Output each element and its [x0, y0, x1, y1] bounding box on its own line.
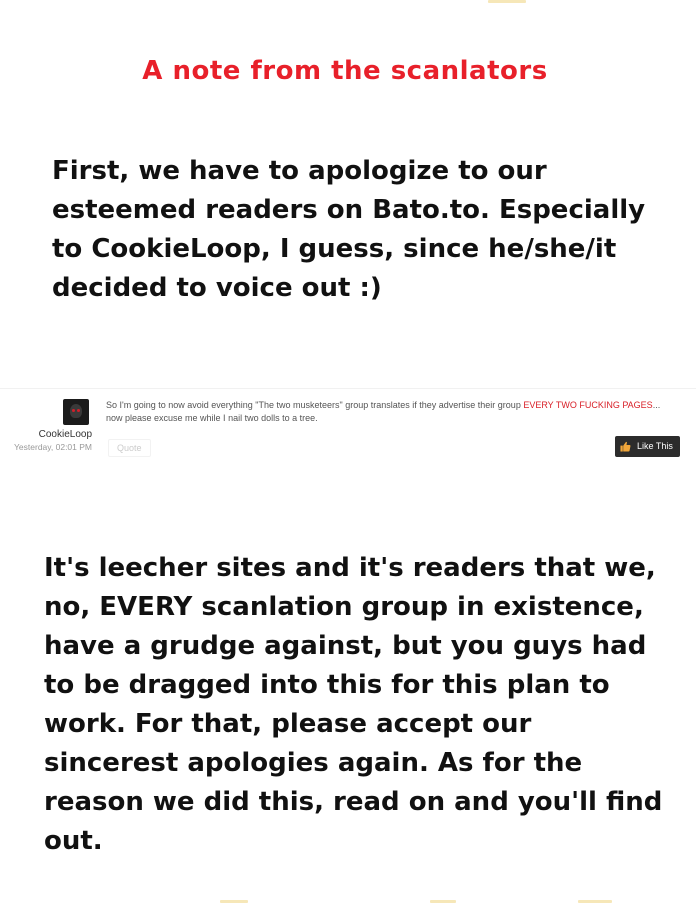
page-mark — [430, 900, 456, 903]
thumbs-up-icon — [620, 441, 631, 452]
avatar-eye-right — [77, 409, 80, 412]
forum-comment — [0, 388, 696, 467]
comment-timestamp: Yesterday, 02:01 PM — [14, 442, 92, 452]
comment-body — [106, 399, 666, 425]
leecher-paragraph: It's leecher sites and it's readers that we, no, EVERY scanlation group in existence, have a grudge against, but you guys had to be dragged into this for this plan to work. For that, please accept our sincerest apologies again. As for the reason we did this, read on and you'll find out. — [44, 553, 663, 856]
like-this-button[interactable] — [615, 436, 680, 457]
apology-paragraph: First, we have to apologize to our esteemed readers on Bato.to. Especially to CookieLoop, I guess, since he/she/it decided to voice out :) — [52, 156, 646, 303]
page-mark — [488, 0, 526, 3]
page-mark — [578, 900, 612, 903]
quote-button[interactable]: Quote — [108, 439, 151, 457]
dark-creature-avatar-icon[interactable] — [63, 399, 89, 425]
avatar-eye-left — [72, 409, 75, 412]
top-page-marks — [0, 0, 700, 6]
note-title: A note from the scanlators — [142, 56, 548, 86]
comment-text-part2: ... now please excuse me while I nail two dolls to a tree. — [106, 400, 661, 423]
comment-text-highlight: EVERY TWO FUCKING PAGES — [523, 400, 653, 410]
like-button-label: Like This — [637, 441, 673, 451]
comment-text-part1: So I'm going to now avoid everything "The two musketeers" group translates if they advertise their group — [106, 400, 524, 410]
comment-username[interactable]: CookieLoop — [38, 429, 92, 440]
page-mark — [220, 900, 248, 903]
bottom-page-marks — [0, 898, 700, 904]
